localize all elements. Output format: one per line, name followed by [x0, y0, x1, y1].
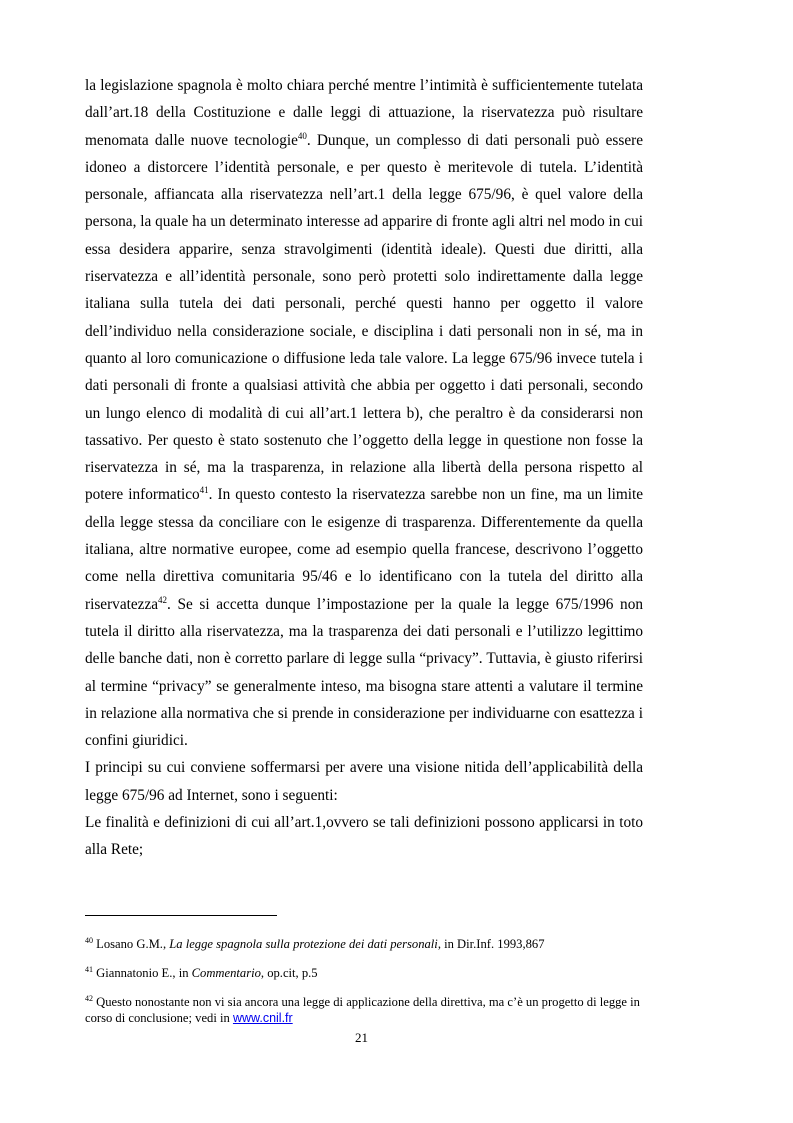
footnote-number: 40 [85, 936, 93, 945]
footnote-number: 41 [85, 965, 93, 974]
paragraph [85, 809, 643, 864]
footnote [85, 965, 643, 981]
paragraph-text: . Dunque, un complesso di dati personali può essere idoneo a distorcere l’identità personale, e per questo è meritevole di tutela. L’identità personale, affiancata alla riservatezza nell’art.1 della legge 675/96, è quel valore della persona, la quale ha un determinato interesse ad apparire di fronte agli altri nel modo in cui essa desidera apparire, senza stravolgimenti (identità ideale). Questi due diritti, alla riservatezza e all’identità personale, sono però protetti solo indirettamente dalla legge italiana sulla tutela dei dati personali, perché questi hanno per oggetto il valore dell’individuo nella considerazione sociale, e disciplina i dati personali non in sé, ma in quanto al loro comunicazione o diffusione leda tale valore. La legge 675/96 invece tutela i dati personali di fronte a qualsiasi attività che abbia per oggetto i dati personali, secondo un lungo elenco di modalità di cui all’art.1 lettera b), che peraltro è da considerarsi non tassativo. Per questo è stato sostenuto che l’oggetto della legge in questione non fosse la riservatezza in sé, ma la trasparenza, in relazione alla libertà della persona rispetto al potere informatico [85, 131, 643, 504]
footnote [85, 936, 643, 952]
page-number: 21 [355, 1030, 368, 1045]
paragraph-text: I principi su cui conviene soffermarsi per avere una visione nitida dell’applicabilità della legge 675/96 ad Internet, sono i seguenti: [85, 759, 643, 804]
footnote-number: 42 [85, 994, 93, 1003]
footnote-link[interactable]: www.cnil.fr [232, 1011, 293, 1025]
paragraph [85, 72, 643, 754]
paragraph-text: . Se si accetta dunque l’impostazione per la quale la legge 675/1996 non tutela il diritto alla riservatezza, ma la trasparenza dei dati personali e l’utilizzo legittimo delle banche dati, non è corretto parlare di legge sulla “privacy”. Tuttavia, è giusto riferirsi al termine “privacy” se generalmente inteso, ma bisogna stare attenti a valutare il termine in relazione alla normativa che si prende in considerazione per individuarne con esattezza i confini giuridici. [85, 595, 643, 750]
footnotes [85, 936, 643, 1039]
paragraph [85, 754, 643, 809]
footnote-separator [85, 915, 277, 916]
footnote-text: Losano G.M., [93, 937, 170, 951]
paragraph-text: Le finalità e definizioni di cui all’art.1,ovvero se tali definizioni possono applicarsi in toto alla Rete; [85, 814, 643, 859]
footnote-reference[interactable]: 41 [199, 485, 209, 496]
footnote-text: Questo nonostante non vi sia ancora una legge di applicazione della direttiva, ma c’è un progetto di legge in corso di conclusione; vedi in [85, 995, 640, 1025]
footnote-reference[interactable]: 42 [158, 594, 168, 605]
footnote-italic-text: Commentario [191, 966, 261, 980]
footnote-text: Giannatonio E., in [93, 966, 192, 980]
footnote-italic-text: La legge spagnola sulla protezione dei dati personali [169, 937, 438, 951]
paragraph-text: . In questo contesto la riservatezza sarebbe non un fine, ma un limite della legge stessa da conciliare con le esigenze di trasparenza. Differentemente da quella italiana, altre normative europee, come ad esempio quella francese, descrivono l’oggetto come nella direttiva comunitaria 95/46 e lo identificano con la tutela del diritto alla riservatezza [85, 486, 644, 613]
footnote-reference[interactable]: 40 [297, 130, 307, 141]
footnote [85, 994, 643, 1026]
footnote-text: , in Dir.Inf. 1993,867 [437, 937, 545, 951]
footnote-text: , op.cit, p.5 [260, 966, 318, 980]
paragraph-text: la legislazione spagnola è molto chiara perché mentre l’intimità è sufficientemente tutelata dall’art.18 della Costituzione e dalle leggi di attuazione, la riservatezza può risultare menomata dalle nuove tecnologie [85, 77, 643, 149]
body-text [85, 72, 643, 864]
